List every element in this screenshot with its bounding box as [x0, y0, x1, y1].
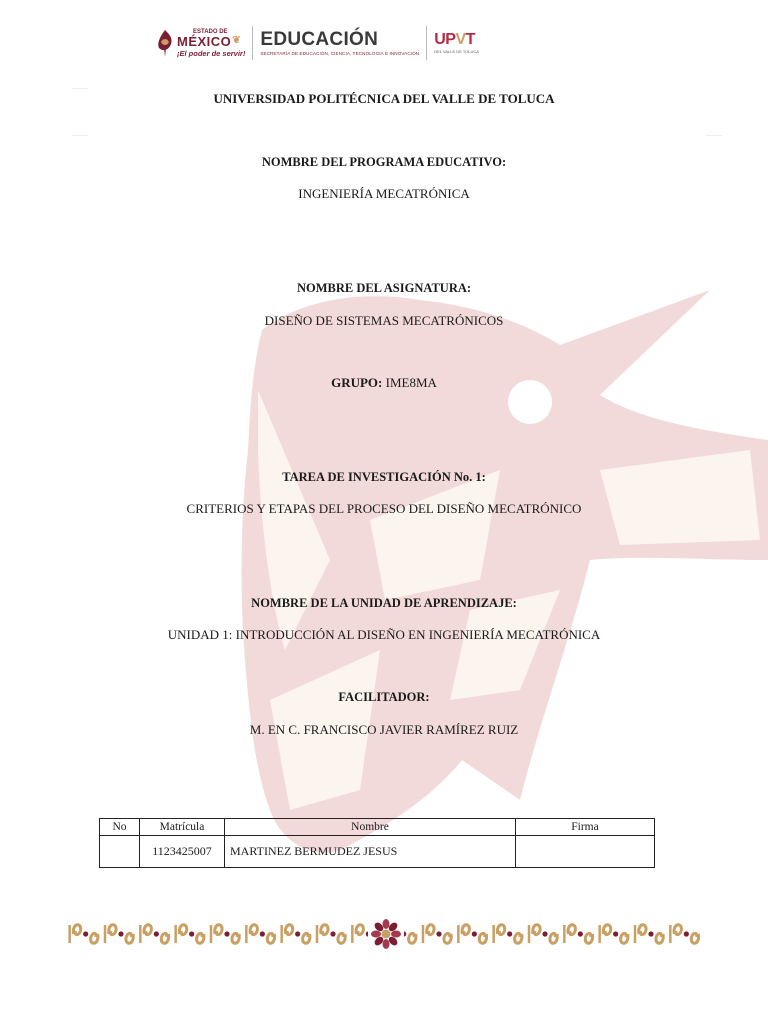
- table-row: [100, 836, 655, 868]
- header-logos: [155, 22, 479, 64]
- cell-matricula: 1123425007: [140, 836, 225, 868]
- edomex-top-text: ESTADO DE: [193, 28, 228, 35]
- ornament-motif: [529, 925, 557, 943]
- ornament-motif: [140, 925, 168, 943]
- ornament-motif: [670, 925, 698, 943]
- edomex-logo: [155, 22, 245, 64]
- group-value: IME8MA: [385, 375, 437, 390]
- ornament-motif: [458, 925, 486, 943]
- ornament-motif: [317, 925, 345, 943]
- ornamental-border: [68, 912, 704, 956]
- task-label: TAREA DE INVESTIGACIÓN No. 1:: [282, 470, 486, 484]
- subject-value: DISEÑO DE SISTEMAS MECATRÓNICOS: [264, 313, 504, 328]
- educacion-logo: [260, 30, 419, 57]
- faint-divider: [706, 135, 722, 136]
- unit-label: NOMBRE DE LA UNIDAD DE APRENDIZAJE:: [251, 596, 517, 610]
- header-firma: Firma: [516, 819, 655, 836]
- faint-divider: [72, 135, 88, 136]
- faint-divider: [72, 88, 88, 89]
- ornament-motif: [282, 925, 310, 943]
- cell-firma: [516, 836, 655, 868]
- student-table: [99, 818, 655, 868]
- upvt-letter-t: T: [465, 31, 475, 48]
- table-header-row: [100, 819, 655, 836]
- ornament-motif: [423, 925, 451, 943]
- upvt-letter-v: V: [455, 31, 466, 48]
- program-value: INGENIERÍA MECATRÓNICA: [298, 186, 470, 201]
- unit-value: UNIDAD 1: INTRODUCCIÓN AL DISEÑO EN INGENIERÍA MECATRÓNICA: [167, 627, 601, 642]
- header-nombre: Nombre: [225, 819, 516, 836]
- upvt-letter-u: U: [434, 31, 446, 48]
- header-matricula: Matrícula: [140, 819, 225, 836]
- logo-divider: [426, 26, 427, 60]
- flower-icon: [155, 28, 175, 58]
- ornament-motif: [494, 925, 522, 943]
- ornament-motif: [70, 925, 98, 943]
- group-line: [0, 375, 768, 391]
- cell-no: [100, 836, 140, 868]
- ornament-motif: [105, 925, 133, 943]
- facilitator-label: FACILITADOR:: [338, 690, 430, 704]
- subject-label: NOMBRE DEL ASIGNATURA:: [296, 281, 472, 295]
- cell-nombre: MARTINEZ BERMUDEZ JESUS: [225, 836, 516, 868]
- university-title: UNIVERSIDAD POLITÉCNICA DEL VALLE DE TOLUCA: [213, 91, 555, 106]
- ornament-motif: [211, 925, 239, 943]
- ornament-motif: [176, 925, 204, 943]
- program-label: NOMBRE DEL PROGRAMA EDUCATIVO:: [261, 155, 507, 169]
- upvt-logo: [434, 32, 479, 54]
- logo-divider: [252, 26, 253, 60]
- ornament-motif: [635, 925, 663, 943]
- facilitator-value: M. EN C. FRANCISCO JAVIER RAMÍREZ RUIZ: [249, 722, 519, 737]
- upvt-letter-p: P: [445, 31, 456, 48]
- ornament-motif: [600, 925, 628, 943]
- upvt-subtitle: DEL VALLE DE TOLUCA: [434, 49, 479, 54]
- ornament-icon: ❦: [232, 35, 242, 47]
- center-flower-icon: [368, 914, 404, 954]
- header-no: No: [100, 819, 140, 836]
- task-value: CRITERIOS Y ETAPAS DEL PROCESO DEL DISEÑO MECATRÓNICO: [186, 501, 582, 516]
- educacion-title: EDUCACIÓN: [260, 28, 379, 50]
- edomex-main-text: MÉXICO: [177, 33, 232, 49]
- ornament-motif: [246, 925, 274, 943]
- edomex-slogan: ¡El poder de servir!: [177, 48, 246, 58]
- educacion-subtitle: SECRETARÍA DE EDUCACIÓN, CIENCIA, TECNOLOGÍA E INNOVACIÓN: [260, 50, 420, 56]
- ornament-motif: [564, 925, 592, 943]
- group-label: GRUPO:: [331, 375, 383, 390]
